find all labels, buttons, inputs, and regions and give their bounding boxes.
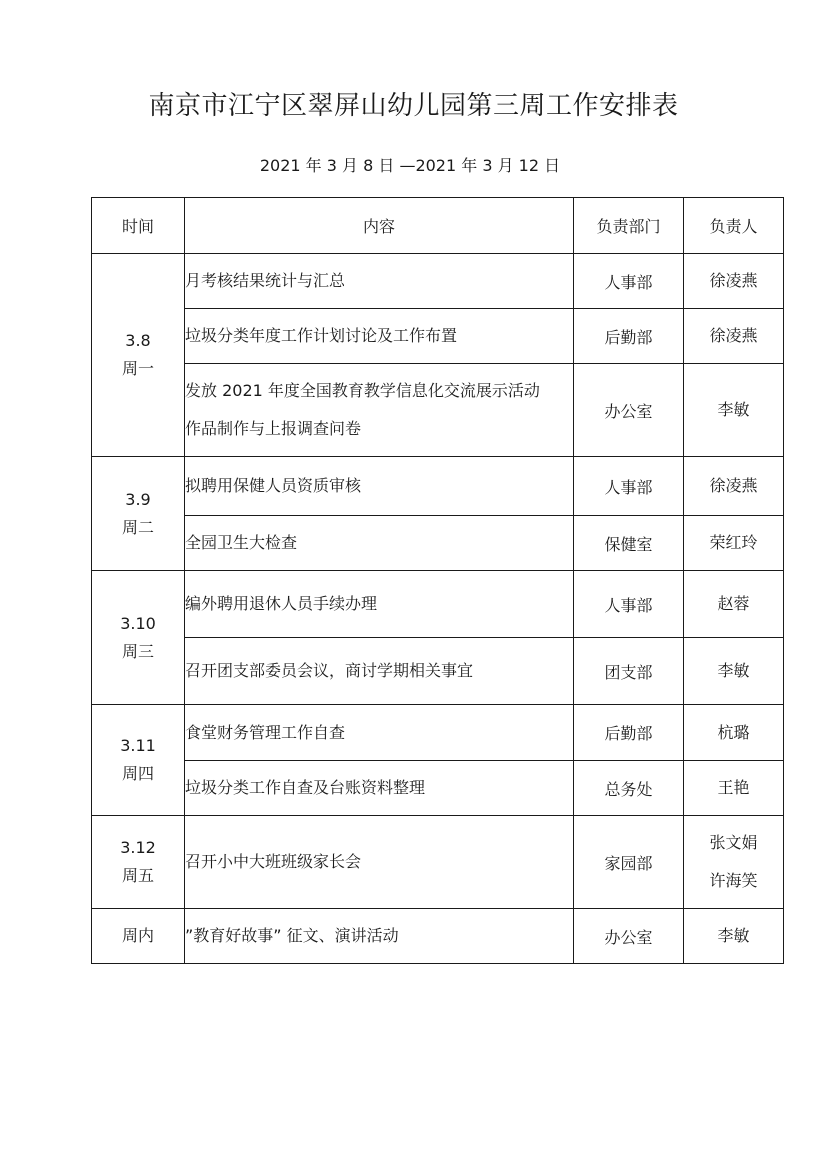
- task-content: 垃圾分类工作自查及台账资料整理: [185, 761, 574, 816]
- task-dept: 人事部: [574, 571, 684, 638]
- week-cell: 周内: [92, 909, 185, 964]
- day-weekday: 周一: [121, 359, 154, 378]
- day-cell-fri: [92, 816, 185, 909]
- task-person: 徐凌燕: [684, 457, 784, 516]
- task-content-line: 作品制作与上报调查问卷: [185, 419, 362, 438]
- task-person-line: 张文娟: [709, 833, 758, 852]
- day-weekday: 周四: [121, 764, 154, 783]
- day-weekday: 周二: [121, 517, 154, 537]
- table-row: [92, 761, 784, 816]
- table-row: [92, 457, 784, 516]
- document-title: 南京市江宁区翠屏山幼儿园第三周工作安排表: [148, 91, 679, 121]
- task-dept: 人事部: [574, 254, 684, 309]
- task-dept: 总务处: [574, 761, 684, 816]
- day-cell-tue: [92, 457, 185, 571]
- table-row: [92, 254, 784, 309]
- table-row: [92, 571, 784, 638]
- task-person: 李敏: [684, 638, 784, 705]
- table-row: [92, 816, 784, 909]
- task-person: 王艳: [684, 761, 784, 816]
- task-person-line: 许海笑: [709, 871, 758, 890]
- day-cell-wed: [92, 571, 185, 705]
- header-content: 内容: [185, 198, 574, 254]
- task-person: [684, 816, 784, 909]
- table-row: [92, 516, 784, 571]
- task-dept: 办公室: [574, 909, 684, 964]
- task-content: 拟聘用保健人员资质审核: [185, 457, 574, 516]
- day-weekday: 周三: [121, 641, 154, 661]
- task-person: 赵蓉: [684, 571, 784, 638]
- task-content: 垃圾分类年度工作计划讨论及工作布置: [185, 309, 574, 364]
- table-row: [92, 309, 784, 364]
- task-dept: 家园部: [574, 816, 684, 909]
- task-dept: 后勤部: [574, 705, 684, 761]
- task-dept: 办公室: [574, 364, 684, 457]
- task-content: 食堂财务管理工作自查: [185, 705, 574, 761]
- task-content: 召开团支部委员会议，商讨学期相关事宜: [185, 638, 574, 705]
- task-content: 编外聘用退休人员手续办理: [185, 571, 574, 638]
- task-content-line: 发放 2021 年度全国教育教学信息化交流展示活动: [185, 381, 540, 400]
- task-dept: 保健室: [574, 516, 684, 571]
- table-row: [92, 364, 784, 457]
- header-row: [92, 198, 784, 254]
- task-person: 徐凌燕: [684, 254, 784, 309]
- day-cell-thu: [92, 705, 185, 816]
- task-person: 杭璐: [684, 705, 784, 761]
- task-dept: 团支部: [574, 638, 684, 705]
- task-person: 荣红玲: [684, 516, 784, 571]
- task-dept: 后勤部: [574, 309, 684, 364]
- task-content: 召开小中大班班级家长会: [185, 816, 574, 909]
- task-content: 月考核结果统计与汇总: [185, 254, 574, 309]
- table-row: [92, 705, 784, 761]
- day-date: 3.12: [120, 838, 156, 857]
- task-content: 全园卫生大检查: [185, 516, 574, 571]
- schedule-table: [91, 197, 784, 964]
- task-person: 徐凌燕: [684, 309, 784, 364]
- table-row: [92, 909, 784, 964]
- header-person: 负责人: [684, 198, 784, 254]
- day-date: 3.10: [120, 613, 156, 633]
- day-weekday: 周五: [121, 866, 154, 885]
- day-date: 3.11: [120, 736, 156, 755]
- table-row: [92, 638, 784, 705]
- day-cell-mon: [92, 254, 185, 457]
- task-content: [185, 364, 574, 457]
- task-person: 李敏: [684, 364, 784, 457]
- task-content: ”教育好故事” 征文、演讲活动: [185, 909, 574, 964]
- day-date: 3.8: [125, 331, 151, 350]
- day-date: 3.9: [125, 489, 151, 509]
- header-time: 时间: [92, 198, 185, 254]
- date-range: 2021 年 3 月 8 日 —2021 年 3 月 12 日: [259, 156, 561, 175]
- task-dept: 人事部: [574, 457, 684, 516]
- task-person: 李敏: [684, 909, 784, 964]
- header-dept: 负责部门: [574, 198, 684, 254]
